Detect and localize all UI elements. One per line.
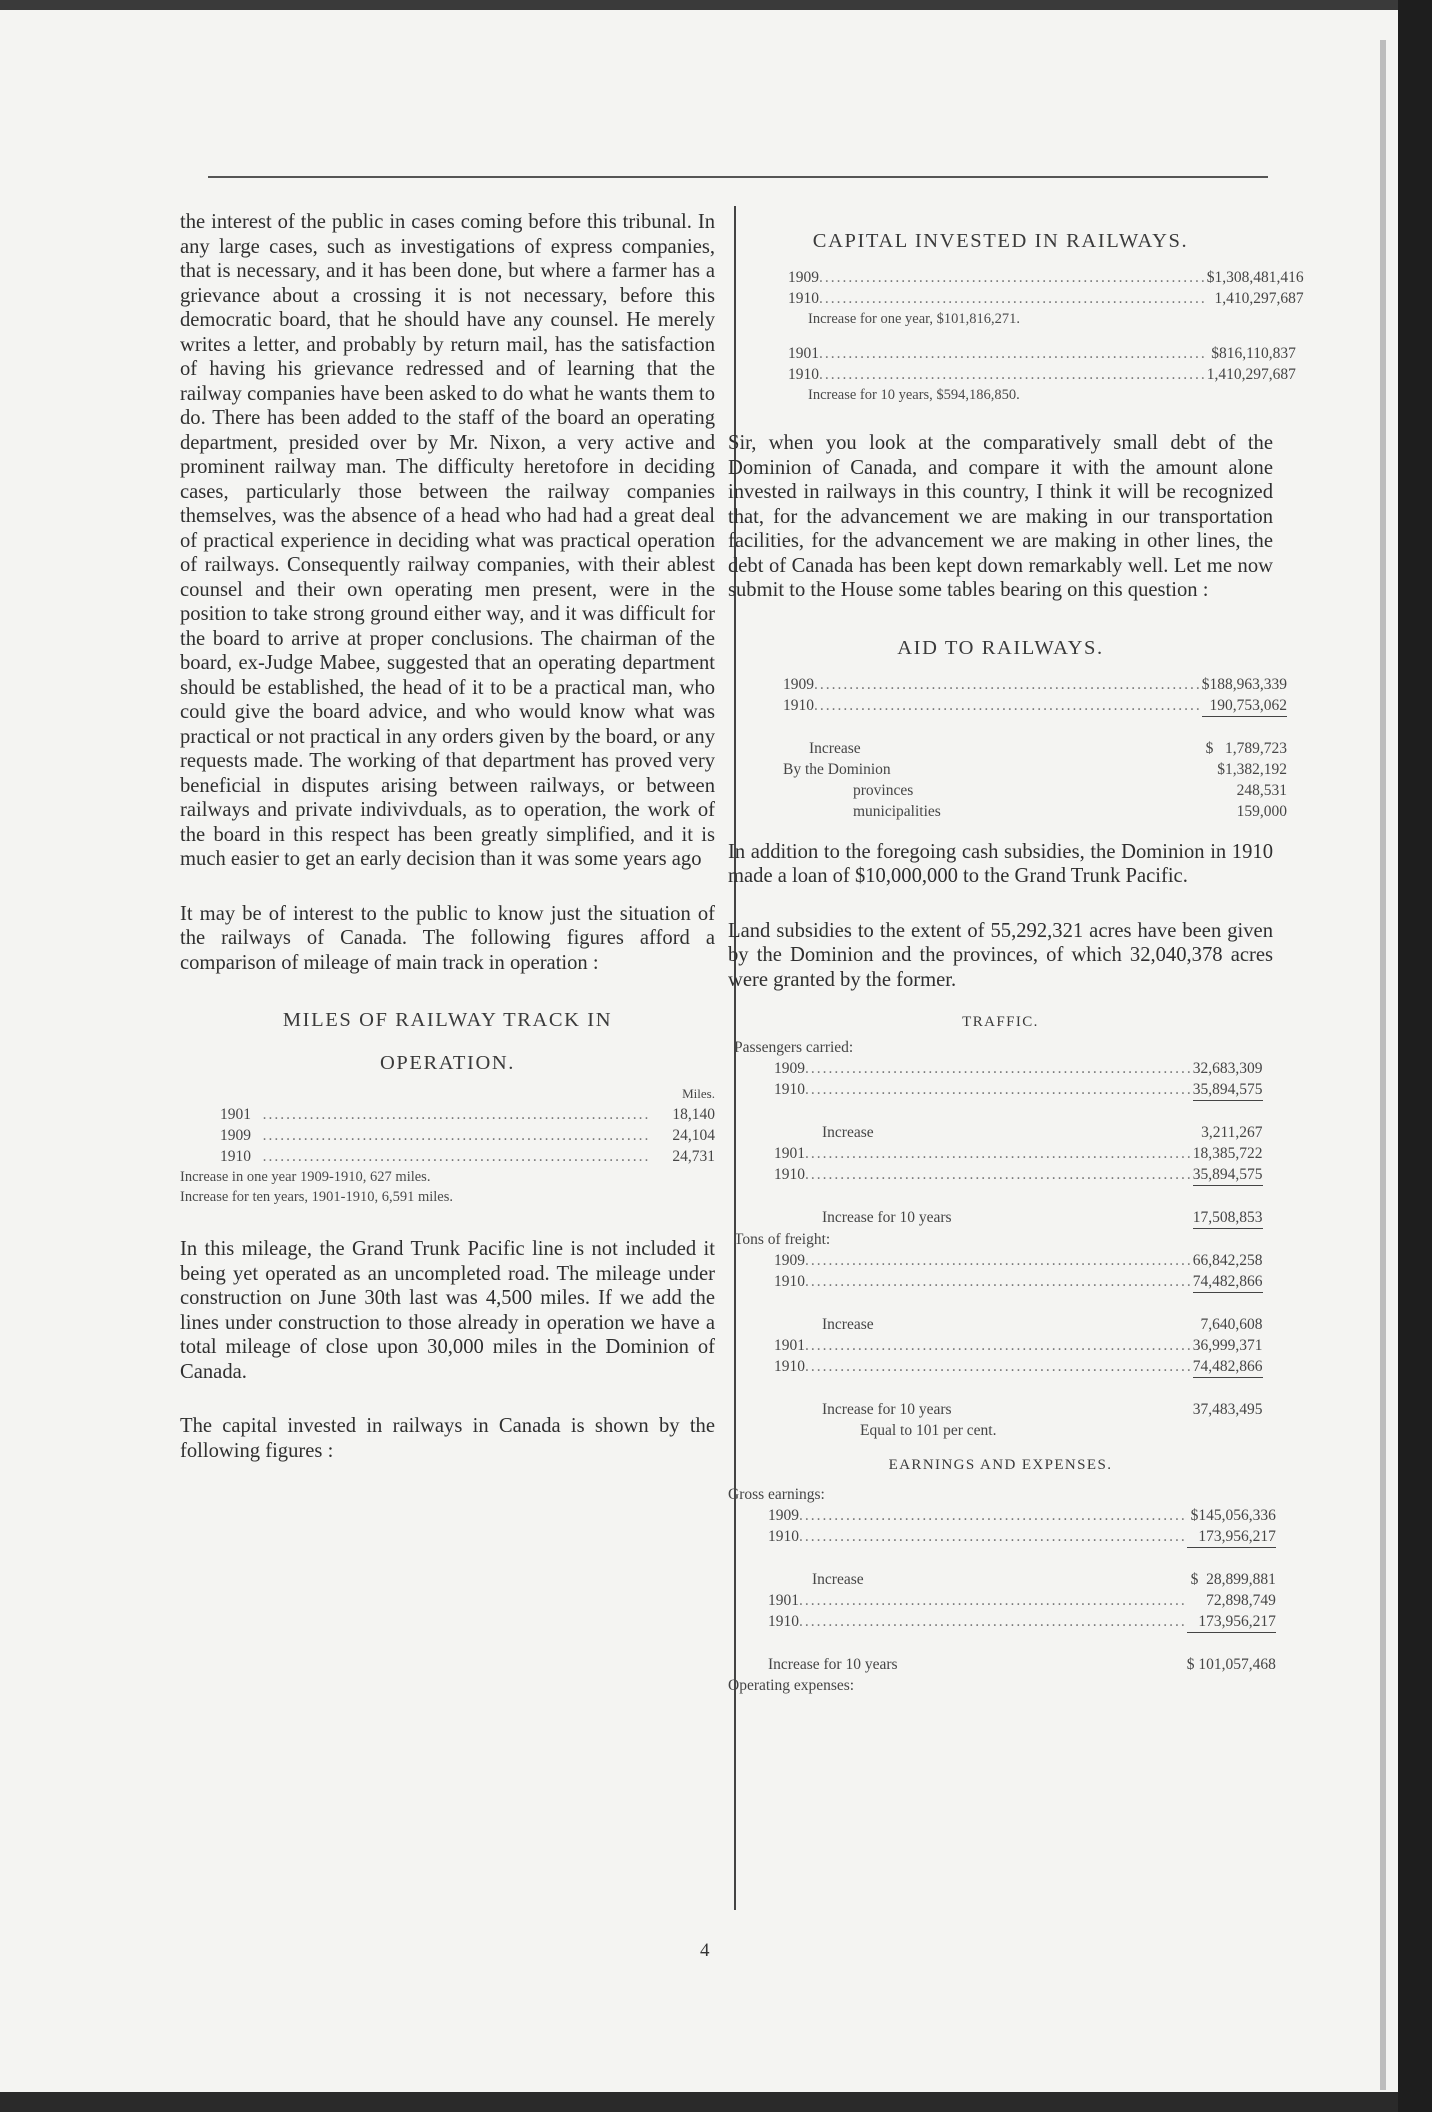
row-value: 1,410,297,687: [1214, 290, 1304, 307]
row-value: 7,640,608: [1200, 1316, 1263, 1333]
right-paragraph-3: Land subsidies to the extent of 55,292,321 acres have been given by the Dominion and the provinces, of which 32,040,378 acres were granted by the former.: [728, 919, 1273, 991]
row-label: 1909: [783, 675, 814, 693]
table-row: [734, 1250, 1263, 1271]
row-label: Operating expenses:: [728, 1677, 855, 1694]
table-row: [734, 1058, 1263, 1079]
traffic-table: [734, 1037, 1263, 1441]
row-label: 1910: [774, 1273, 805, 1291]
table-row: [783, 738, 1287, 759]
dot-leader: ..................................................................: [814, 675, 1202, 693]
dot-leader: ..................................................................: [819, 269, 1207, 286]
row-value: 35,894,575: [1193, 1164, 1263, 1186]
row-label: 1910: [220, 1148, 251, 1165]
row-label: 1901: [220, 1106, 251, 1123]
dot-leader: ..................................................................: [805, 1273, 1193, 1291]
aid-table: [783, 674, 1287, 822]
row-label: 1910: [783, 696, 814, 714]
table-row: [220, 1104, 715, 1125]
row-value: 24,104: [672, 1127, 715, 1144]
left-column: [180, 210, 715, 1463]
row-label: 1901: [788, 345, 819, 362]
right-paragraph-1: Sir, when you look at the comparatively small debt of the Dominion of Canada, and compare it with the amount alone invested in railways in this country, I think it will be recognized that, for the advancement we are making in our transportation facilities, for the advancement we are making in other lines, the debt of Canada has been kept down remarkably well. Let me now submit to the House some tables bearing on this question :: [728, 432, 1273, 601]
table-row: [734, 1122, 1263, 1143]
dot-leader: ..................................................................: [805, 1166, 1193, 1184]
row-label: 1910: [774, 1358, 805, 1376]
table-row: [788, 288, 1304, 309]
row-value: $ 101,057,468: [1186, 1656, 1276, 1673]
row-value: 173,956,217: [1187, 1611, 1276, 1633]
mileage-unit: Miles.: [682, 1086, 715, 1101]
table-row: [734, 1399, 1263, 1420]
traffic-heading: TRAFFIC.: [962, 1014, 1039, 1030]
table-row: [734, 1420, 1263, 1441]
row-label: municipalities: [853, 802, 941, 820]
row-label: 1910: [788, 290, 819, 307]
dot-leader: ..................................................................: [819, 366, 1207, 383]
table-row: [734, 1229, 1263, 1251]
row-value: 32,683,309: [1192, 1060, 1263, 1077]
row-label: Increase for 10 years: [822, 1401, 952, 1418]
table-row: [734, 1335, 1263, 1356]
row-label: Increase: [822, 1316, 874, 1333]
page-number: 4: [700, 1940, 710, 1961]
row-value: 35,894,575: [1193, 1079, 1263, 1101]
table-row: [728, 1569, 1276, 1590]
row-label: 1909: [774, 1252, 805, 1269]
row-value: $1,308,481,416: [1206, 269, 1304, 286]
row-value: 74,482,866: [1193, 1271, 1263, 1293]
top-rule: [208, 176, 1268, 178]
table-row: [783, 801, 1287, 822]
row-value: 36,999,371: [1192, 1337, 1263, 1354]
left-paragraph-2: It may be of interest to the public to know just the situation of the railways of Canada. The following figures afford a comparison of mileage of main track in operation :: [180, 902, 715, 974]
row-label: 1909: [220, 1127, 251, 1144]
table-row: [783, 759, 1287, 780]
table-row: [783, 674, 1287, 695]
table-row: [734, 1271, 1263, 1293]
table-row: [734, 1356, 1263, 1378]
table-row: [788, 343, 1296, 364]
dot-leader: ..................................................................: [819, 290, 1207, 307]
row-value: $ 28,899,881: [1190, 1571, 1276, 1588]
row-label: 1910: [774, 1081, 805, 1099]
table-row: [728, 1484, 1276, 1505]
row-value: $1,382,192: [1217, 760, 1287, 778]
scan-border-right: [1398, 0, 1432, 2112]
row-value: 248,531: [1236, 781, 1287, 799]
dot-leader: ..................................................................: [805, 1145, 1193, 1162]
row-label: Increase for 10 years: [822, 1209, 952, 1227]
mileage-heading-1: MILES OF RAILWAY TRACK IN: [282, 1009, 613, 1031]
table-row: [734, 1314, 1263, 1335]
row-value: 24,731: [672, 1148, 715, 1165]
left-paragraph-4: The capital invested in railways in Canada is shown by the following figures :: [180, 1415, 715, 1462]
table-row: [734, 1143, 1263, 1164]
row-label: 1901: [774, 1337, 805, 1354]
table-row: [728, 1505, 1276, 1526]
row-label: 1909: [768, 1507, 799, 1524]
mileage-table: [220, 1083, 715, 1167]
right-paragraph-2: In addition to the foregoing cash subsidies, the Dominion in 1910 made a loan of $10,000,000 to the Grand Trunk Pacific.: [728, 840, 1273, 887]
dot-leader: ..................................................................: [814, 696, 1202, 714]
row-label: provinces: [853, 781, 914, 799]
row-label: Increase: [822, 1124, 874, 1141]
aid-heading: AID TO RAILWAYS.: [897, 636, 1104, 659]
dot-leader: ..................................................................: [819, 345, 1207, 362]
row-value: $188,963,339: [1201, 675, 1287, 693]
row-label: Tons of freight:: [734, 1231, 831, 1248]
row-value: 18,140: [672, 1106, 715, 1123]
table-row: [220, 1146, 715, 1167]
left-paragraph-3: In this mileage, the Grand Trunk Pacific line is not included it being yet operated as an uncompleted road. The mileage under construction on June 30th last was 4,500 miles. If we add the lines under construction to those already in operation we have a total mileage of close upon 30,000 miles in the Dominion of Canada.: [180, 1238, 715, 1383]
dot-leader: ..................................................................: [262, 1127, 651, 1144]
row-value: 173,956,217: [1187, 1526, 1276, 1548]
row-value: 1,410,297,687: [1206, 366, 1296, 383]
page-edge-shadow: [1380, 40, 1386, 2090]
row-value: $145,056,336: [1190, 1507, 1276, 1524]
row-value: 3,211,267: [1201, 1124, 1263, 1141]
dot-leader: ..................................................................: [805, 1252, 1193, 1269]
row-label: 1909: [774, 1060, 805, 1077]
table-row: [728, 1590, 1276, 1611]
table-row: [728, 1654, 1276, 1675]
capital-table-1: [788, 267, 1304, 309]
row-value: 74,482,866: [1193, 1356, 1263, 1378]
table-row: [788, 364, 1296, 385]
mileage-heading-2: OPERATION.: [379, 1052, 516, 1074]
row-value: 72,898,749: [1206, 1592, 1276, 1609]
dot-leader: ..................................................................: [262, 1106, 651, 1123]
row-label: 1910: [768, 1613, 799, 1631]
dot-leader: ..................................................................: [805, 1358, 1193, 1376]
table-row: [734, 1207, 1263, 1229]
dot-leader: ..................................................................: [805, 1081, 1193, 1099]
right-column: [728, 210, 1304, 1696]
row-label: Gross earnings:: [728, 1486, 825, 1503]
table-row: [734, 1079, 1263, 1101]
dot-leader: ..................................................................: [799, 1592, 1187, 1609]
row-label: Equal to 101 per cent.: [860, 1422, 997, 1439]
row-value: 190,753,062: [1202, 695, 1287, 717]
capital-table-2: [788, 343, 1296, 385]
row-value: $ 1,789,723: [1205, 739, 1287, 757]
row-label: 1910: [774, 1166, 805, 1184]
table-row: [783, 780, 1287, 801]
row-value: 66,842,258: [1192, 1252, 1263, 1269]
row-value: $816,110,837: [1211, 345, 1296, 362]
table-row: [783, 695, 1287, 717]
table-row: [728, 1675, 1276, 1696]
dot-leader: ..................................................................: [805, 1060, 1193, 1077]
row-label: 1901: [768, 1592, 799, 1609]
row-value: 17,508,853: [1193, 1207, 1263, 1229]
row-label: Passengers carried:: [734, 1039, 854, 1056]
row-value: 37,483,495: [1192, 1401, 1263, 1418]
earnings-heading: EARNINGS AND EXPENSES.: [888, 1457, 1113, 1473]
capital-note-2: Increase for 10 years, $594,186,850.: [808, 387, 1020, 403]
table-row: [788, 267, 1304, 288]
table-row: [728, 1526, 1276, 1548]
row-label: 1910: [768, 1528, 799, 1546]
table-row: [220, 1125, 715, 1146]
dot-leader: ..................................................................: [805, 1337, 1193, 1354]
document-page: [0, 10, 1398, 2092]
row-label: Increase for 10 years: [768, 1656, 898, 1673]
dot-leader: ..................................................................: [799, 1528, 1187, 1546]
row-label: 1910: [788, 366, 819, 383]
earnings-table: [728, 1484, 1276, 1696]
row-value: 159,000: [1236, 802, 1287, 820]
mileage-note-2: Increase for ten years, 1901-1910, 6,591 miles.: [180, 1189, 454, 1205]
row-label: By the Dominion: [783, 760, 891, 778]
capital-heading: CAPITAL INVESTED IN RAILWAYS.: [812, 230, 1189, 252]
dot-leader: ..................................................................: [799, 1613, 1187, 1631]
row-label: Increase: [812, 1571, 864, 1588]
mileage-unit-row: [220, 1083, 715, 1104]
mileage-note-1: Increase in one year 1909-1910, 627 miles.: [180, 1169, 431, 1185]
table-row: [734, 1037, 1263, 1058]
dot-leader: ..................................................................: [262, 1148, 651, 1165]
row-label: Increase: [809, 739, 861, 757]
table-row: [734, 1164, 1263, 1186]
left-paragraph-1: the interest of the public in cases coming before this tribunal. In any large cases, such as investigations of express companies, that is necessary, and it has been done, but where a farmer has a grievance about a crossing it is not necessary, before this democratic board, that he should have any counsel. He merely writes a letter, and probably by return mail, has the satisfaction of having his grievance redressed and of learning that the railway companies have been asked to do what he wants them to do. There has been added to the staff of the board an operating department, presided over by Mr. Nixon, a very active and prominent railway man. The difficulty heretofore in deciding cases, particularly those between the railway companies themselves, was the absence of a head who had had a great deal of practical experience in deciding what was practical operation of railways. Consequently railway companies, with their ablest counsel and their own operating men present, were in the position to take strong ground either way, and it was difficult for the board to arrive at proper conclusions. The chairman of the board, ex-Judge Mabee, suggested that an operating department should be established, the head of it to be a practical man, who could give the board advice, and who would know what was practical or not practical in any orders given by the board, or any requests made. The working of that department has proved very beneficial in disputes arising between railways, or between railways and private indivivduals, as to operation, the work of the board in this respect has been greatly simplified, and it is much easier to get an early decision than it was some years ago: [180, 211, 715, 870]
row-label: 1901: [774, 1145, 805, 1162]
table-row: [728, 1611, 1276, 1633]
dot-leader: ..................................................................: [799, 1507, 1187, 1524]
row-value: 18,385,722: [1192, 1145, 1263, 1162]
row-label: 1909: [788, 269, 819, 286]
capital-note-1: Increase for one year, $101,816,271.: [808, 311, 1021, 327]
